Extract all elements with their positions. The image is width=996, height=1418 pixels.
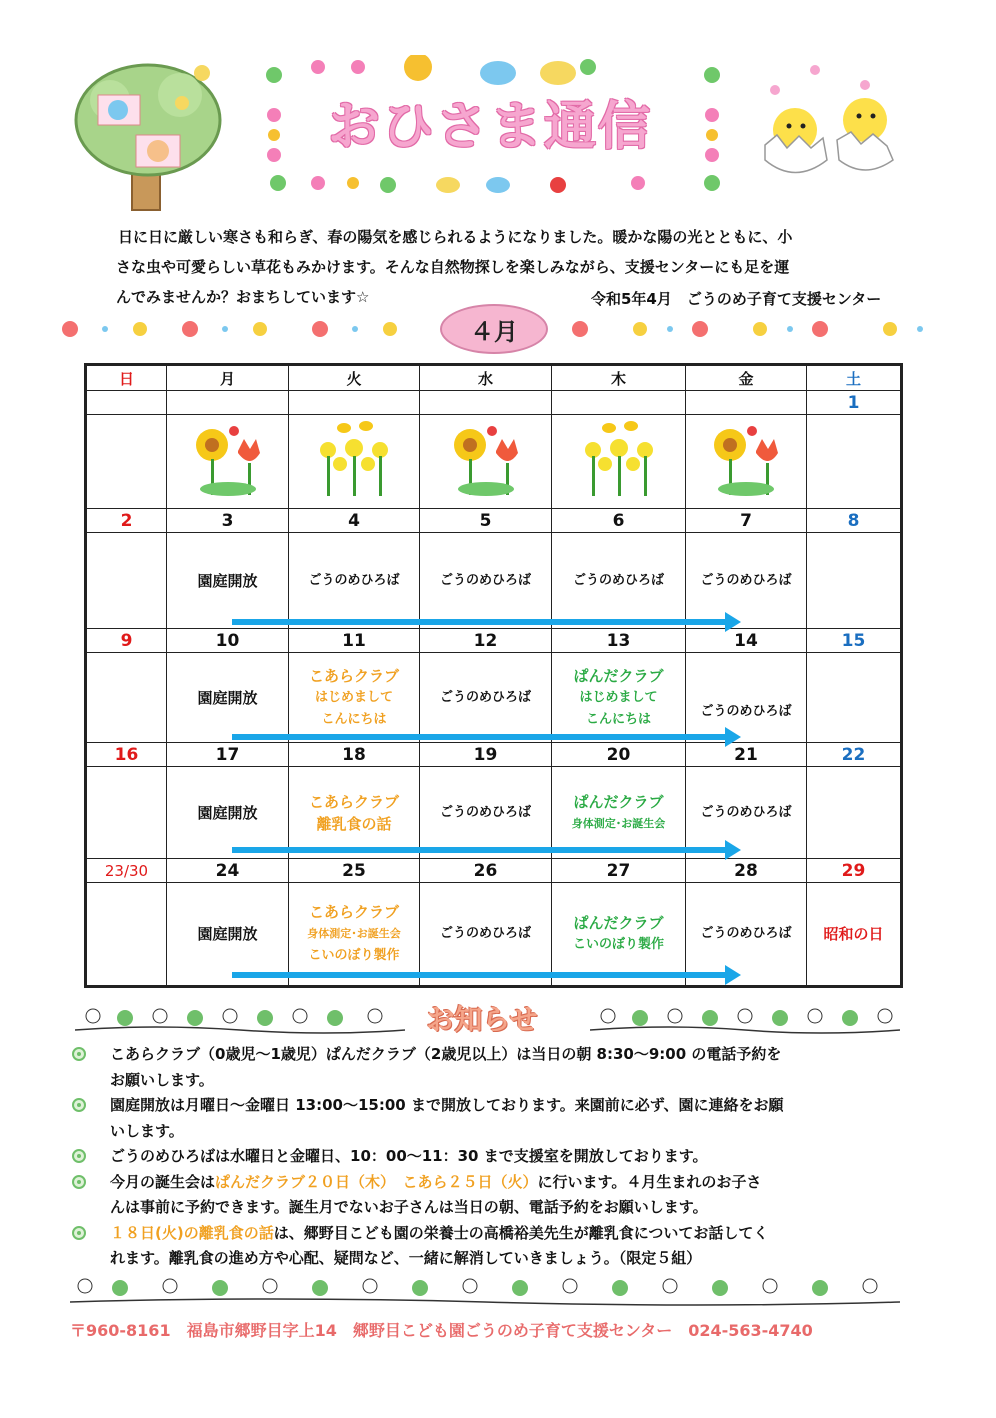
sunflower-tulip-icon bbox=[706, 423, 786, 497]
event-garden-open: 園庭開放 bbox=[197, 688, 258, 707]
date-cell: 18 bbox=[289, 743, 420, 767]
date-cell: 20 bbox=[552, 743, 686, 767]
event-hiroba: ごうのめひろば bbox=[308, 572, 400, 588]
day-of-week-row bbox=[86, 365, 902, 391]
event-panda-sub: はじめまして bbox=[579, 689, 658, 705]
notice-item bbox=[72, 1093, 912, 1144]
calendar-table bbox=[84, 363, 903, 988]
sunflower-tulip-icon bbox=[446, 423, 526, 497]
event-koala-club: こあらクラブ bbox=[308, 666, 399, 685]
dow-saturday: 土 bbox=[807, 365, 902, 391]
event-hiroba: ごうのめひろば bbox=[700, 703, 792, 719]
event-panda-sub: こんにちは bbox=[585, 711, 651, 727]
event-garden-open: 園庭開放 bbox=[197, 925, 258, 943]
event-cell bbox=[86, 883, 167, 987]
event-cell bbox=[289, 767, 420, 859]
sender: 令和5年4月 ごうのめ子育て支援センター bbox=[591, 290, 882, 308]
date-cell bbox=[289, 391, 420, 415]
date-cell: 16 bbox=[86, 743, 167, 767]
notice-text: に行います。４月生まれのお子さ bbox=[537, 1172, 762, 1191]
date-cell bbox=[86, 391, 167, 415]
date-cell: 29 bbox=[807, 859, 902, 883]
dow-thursday: 木 bbox=[552, 365, 686, 391]
chick-illustration-icon bbox=[755, 60, 905, 185]
notice-line: れます。離乳食の進め方や心配、疑問など、一緒に解消していきましょう。（限定５組） bbox=[110, 1249, 702, 1267]
event-panda-sub: こいのぼり製作 bbox=[572, 937, 664, 952]
event-hiroba: ごうのめひろば bbox=[572, 572, 664, 588]
rapeseed-bee-icon bbox=[314, 420, 394, 500]
event-cell bbox=[552, 415, 686, 509]
event-cell bbox=[552, 653, 686, 743]
date-cell: 6 bbox=[552, 509, 686, 533]
date-row bbox=[86, 509, 902, 533]
event-hiroba: ごうのめひろば bbox=[700, 926, 792, 941]
date-cell: 8 bbox=[807, 509, 902, 533]
event-cell bbox=[420, 415, 552, 509]
event-cell bbox=[420, 533, 552, 629]
date-cell: 17 bbox=[167, 743, 289, 767]
event-cell bbox=[167, 533, 289, 629]
date-cell: 14 bbox=[686, 629, 807, 653]
notice-item bbox=[72, 1144, 912, 1170]
flower-bullet-icon bbox=[72, 1226, 86, 1240]
tree-illustration-icon bbox=[70, 55, 230, 220]
notices-list bbox=[72, 1042, 912, 1272]
event-hiroba: ごうのめひろば bbox=[439, 926, 531, 941]
notices-title: お知らせ bbox=[426, 1003, 538, 1036]
date-row bbox=[86, 859, 902, 883]
event-cell bbox=[552, 883, 686, 987]
date-cell: 3 bbox=[167, 509, 289, 533]
clover-border-icon bbox=[590, 1002, 900, 1036]
header bbox=[0, 0, 996, 220]
notice-line: こあらクラブ（0歳児〜1歳児）ぱんだクラブ（2歳児以上）は当日の朝 8:30〜9:00 の電話予約を bbox=[110, 1045, 782, 1063]
date-cell bbox=[420, 391, 552, 415]
event-cell bbox=[167, 767, 289, 859]
event-hiroba: ごうのめひろば bbox=[439, 689, 531, 705]
event-cell bbox=[167, 883, 289, 987]
event-koala-club: こあらクラブ bbox=[308, 792, 399, 811]
event-garden-open: 園庭開放 bbox=[197, 803, 258, 822]
dow-sunday: 日 bbox=[86, 365, 167, 391]
event-cell bbox=[86, 767, 167, 859]
event-cell bbox=[807, 653, 902, 743]
dow-friday: 金 bbox=[686, 365, 807, 391]
date-cell: 9 bbox=[86, 629, 167, 653]
date-row bbox=[86, 391, 902, 415]
notice-item bbox=[72, 1042, 912, 1093]
event-cell bbox=[552, 767, 686, 859]
event-cell bbox=[807, 767, 902, 859]
date-cell: 12 bbox=[420, 629, 552, 653]
notice-line: んは事前に予約できます。誕生月でないお子さんは当日の朝、電話予約をお願いします。 bbox=[110, 1198, 708, 1216]
event-koala-sub: 離乳食の話 bbox=[316, 814, 392, 833]
date-cell: 2 bbox=[86, 509, 167, 533]
date-row bbox=[86, 743, 902, 767]
rapeseed-bee-icon bbox=[579, 420, 659, 500]
flower-bullet-icon bbox=[72, 1047, 86, 1061]
event-cell bbox=[807, 883, 902, 987]
event-cell bbox=[686, 767, 807, 859]
date-cell: 28 bbox=[686, 859, 807, 883]
event-garden-open: 園庭開放 bbox=[197, 571, 258, 590]
event-cell bbox=[420, 883, 552, 987]
clover-border-icon bbox=[75, 1002, 405, 1036]
event-panda-club: ぱんだクラブ bbox=[573, 914, 664, 932]
notice-line bbox=[110, 1221, 912, 1247]
event-cell bbox=[289, 415, 420, 509]
notice-text: は、郷野目こども園の栄養士の高橋裕美先生が離乳食についてお話してく bbox=[273, 1223, 769, 1242]
notice-line: お願いします。 bbox=[110, 1070, 214, 1089]
date-cell: 13 bbox=[552, 629, 686, 653]
date-cell: 27 bbox=[552, 859, 686, 883]
date-row bbox=[86, 629, 902, 653]
event-koala-sub: 身体測定･お誕生会 bbox=[307, 927, 401, 940]
date-cell: 21 bbox=[686, 743, 807, 767]
notice-text: 今月の誕生会は bbox=[110, 1172, 216, 1191]
notice-highlight: ぱんだクラブ２０日（木） こあら２５日（火） bbox=[215, 1172, 538, 1191]
dow-wednesday: 水 bbox=[420, 365, 552, 391]
event-cell bbox=[686, 653, 807, 743]
event-holiday: 昭和の日 bbox=[823, 925, 884, 943]
event-hiroba: ごうのめひろば bbox=[700, 804, 792, 820]
date-cell: 22 bbox=[807, 743, 902, 767]
date-cell: 10 bbox=[167, 629, 289, 653]
arrow-icon bbox=[232, 619, 727, 625]
month-badge: ４月 bbox=[440, 304, 548, 354]
flower-bullet-icon bbox=[72, 1149, 86, 1163]
event-koala-sub: こいのぼり製作 bbox=[308, 948, 400, 963]
notice-highlight: １８日(火)の離乳食の話 bbox=[110, 1223, 274, 1242]
event-row bbox=[86, 415, 902, 509]
date-cell bbox=[686, 391, 807, 415]
notice-line: ごうのめひろばは水曜日と金曜日、10：00〜11：30 まで支援室を開放しております。 bbox=[110, 1147, 708, 1165]
date-cell bbox=[167, 391, 289, 415]
dow-monday: 月 bbox=[167, 365, 289, 391]
event-cell bbox=[167, 415, 289, 509]
event-koala-club: こあらクラブ bbox=[308, 903, 399, 921]
notice-item bbox=[72, 1170, 912, 1221]
event-cell bbox=[807, 533, 902, 629]
event-cell bbox=[552, 533, 686, 629]
event-koala-sub: はじめまして bbox=[314, 689, 393, 705]
event-cell bbox=[289, 883, 420, 987]
notice-line: 園庭開放は月曜日〜金曜日 13:00〜15:00 まで開放しております。来園前に必ず、園に連絡をお願 bbox=[110, 1096, 784, 1114]
intro-line: さな虫や可愛らしい草花もみかけます。そんな自然物探しを楽しみながら、支援センターにも足を運 bbox=[116, 258, 790, 276]
date-cell: 5 bbox=[420, 509, 552, 533]
event-cell bbox=[420, 653, 552, 743]
event-cell bbox=[289, 533, 420, 629]
event-cell bbox=[686, 415, 807, 509]
event-panda-club: ぱんだクラブ bbox=[573, 792, 664, 811]
date-cell: 1 bbox=[807, 391, 902, 415]
event-cell bbox=[86, 653, 167, 743]
arrow-icon bbox=[232, 847, 727, 853]
event-cell bbox=[420, 767, 552, 859]
notice-line: いします。 bbox=[110, 1121, 184, 1140]
event-cell bbox=[686, 883, 807, 987]
event-cell bbox=[167, 653, 289, 743]
event-cell bbox=[686, 533, 807, 629]
dow-tuesday: 火 bbox=[289, 365, 420, 391]
date-cell: 15 bbox=[807, 629, 902, 653]
date-cell: 25 bbox=[289, 859, 420, 883]
date-cell: 23/30 bbox=[86, 859, 167, 883]
event-cell bbox=[289, 653, 420, 743]
newsletter-title: おひさま通信 bbox=[327, 97, 652, 157]
event-panda-sub: 身体測定･お誕生会 bbox=[571, 816, 666, 830]
event-row bbox=[86, 767, 902, 859]
flower-bullet-icon bbox=[72, 1098, 86, 1112]
date-cell: 4 bbox=[289, 509, 420, 533]
event-koala-sub: こんにちは bbox=[321, 711, 387, 727]
intro-line: 日に日に厳しい寒さも和らぎ、春の陽気を感じられるようになりました。暖かな陽の光とともに、小 bbox=[118, 228, 793, 246]
event-cell bbox=[86, 533, 167, 629]
event-cell bbox=[807, 415, 902, 509]
clover-border-icon bbox=[70, 1272, 900, 1308]
date-cell: 19 bbox=[420, 743, 552, 767]
arrow-icon bbox=[232, 972, 727, 978]
date-cell bbox=[552, 391, 686, 415]
sunflower-tulip-icon bbox=[188, 423, 268, 497]
date-cell: 26 bbox=[420, 859, 552, 883]
date-cell: 24 bbox=[167, 859, 289, 883]
intro-line: んでみませんか？おまちしています☆ bbox=[116, 288, 370, 306]
notice-item bbox=[72, 1221, 912, 1272]
arrow-icon bbox=[232, 734, 727, 740]
event-panda-club: ぱんだクラブ bbox=[573, 666, 664, 685]
event-row bbox=[86, 883, 902, 987]
notice-line bbox=[110, 1170, 912, 1196]
footer-address: 〒960‐8161 福島市郷野目字上14 郷野目こども園ごうのめ子育て支援センター 024‐563‐4740 bbox=[70, 1321, 813, 1340]
event-hiroba: ごうのめひろば bbox=[700, 572, 792, 588]
event-row bbox=[86, 653, 902, 743]
date-cell: 7 bbox=[686, 509, 807, 533]
date-cell: 11 bbox=[289, 629, 420, 653]
event-hiroba: ごうのめひろば bbox=[439, 572, 531, 588]
flower-bullet-icon bbox=[72, 1175, 86, 1189]
event-hiroba: ごうのめひろば bbox=[439, 804, 531, 820]
event-row bbox=[86, 533, 902, 629]
event-cell bbox=[86, 415, 167, 509]
